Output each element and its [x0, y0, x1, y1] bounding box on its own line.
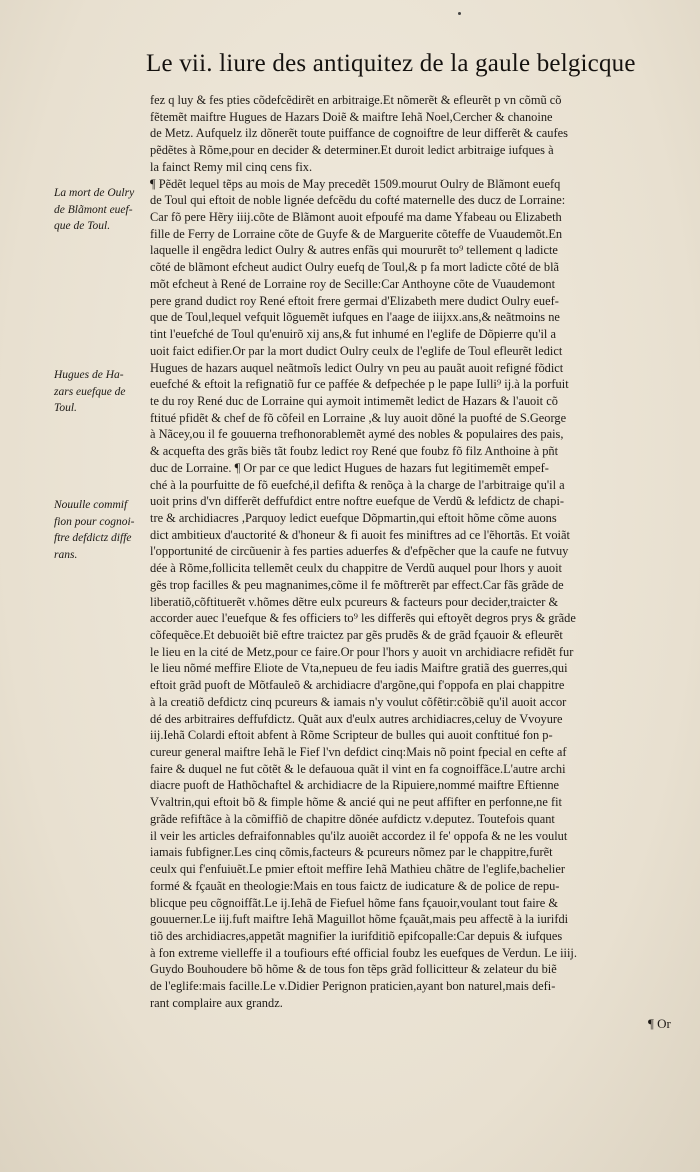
margin-note-line: fion pour cognoi- [54, 515, 135, 528]
body-line: ché à la pourfuitte de fõ euefché,il defifta & renõça à la charge de l'arbitraige qu'il a [150, 477, 565, 492]
body-line: tiõ des archidiacres,appetãt magnifier la iurifditiõ epifcopalle:Car depuis & iufques [150, 928, 563, 943]
body-line: grãde refiftãce à la cõmiffiõ de chapitre dõnée aufdictz v.deputez. Toutefois quant [150, 811, 555, 826]
body-line: ceulx qui f'enfuiuẽt.Le pmier eftoit meffire Iehã Mathieu chãtre de l'eglife,bachelier [150, 862, 565, 877]
margin-note-line: Hugues de Ha- [54, 369, 124, 381]
margin-note-death-of-oulry [54, 185, 154, 235]
body-line: cõfequẽce.Et debuoiẽt biẽ eftre traictez par gẽs prudẽs & de grãd fçauoir & efleurẽt [150, 628, 563, 642]
body-line: laquelle il engẽdra ledict Oulry & autres enfãs qui moururẽt to⁹ tellement q ladicte [150, 243, 558, 258]
body-line: ftitué pfidẽt & chef de fõ cõfeil en Lorraine ,& luy auoit dõné la puofté de S.George [150, 410, 567, 425]
body-line: formé & fçauãt en theologie:Mais en tous faictz de iudicature & de police de repu- [150, 878, 560, 893]
body-line: & acquefta des grãs biẽs tãt foubz ledict roy René que foubz fõ filz Anthoine à pñt [150, 444, 559, 459]
body-line: pere grand dudict roy René eftoit frere germai d'Elizabeth mere dudict Oulry euef- [150, 293, 559, 308]
body-line: à fon extreme vielleffe il a toufiours efté official foubz les euefques de Verdun. Le iiij. [150, 945, 577, 960]
body-line: de Metz. Aufquelz ilz dõnerẽt toute puiffance de cognoiftre de leur differẽt & caufes [150, 126, 568, 141]
margin-note-line: ftre defdictz diffe [54, 532, 132, 545]
body-line: dict ambitieux d'auctorité & d'honeur & fi auoit fes miniftres ad ce l'ẽhortãs. Et voiãt [150, 527, 570, 542]
body-line: Hugues de hazars auquel neãtmoĩs ledict Oulry vn peu au pauãt auoit refigné fõdict [150, 360, 564, 375]
body-line: de l'eglife:mais facille.Le v.Didier Perignon praticien,ayant bon naturel,mais defi- [150, 979, 556, 994]
body-line: liberatiõ,cõftituerẽt v.hõmes dẽtre eulx pcureurs & facteurs pour decider,traicter & [150, 594, 559, 609]
body-line: Guydo Bouhoudere bõ hõme & de tous fon tẽps grãd follicitteur & zelateur du biẽ [150, 962, 557, 977]
body-line: gẽs trop facilles & peu magnanimes,cõme il fe mõftrerẽt par effect.Car fãs grãde de [150, 577, 564, 592]
body-line: à la creatiõ defdictz cinq pcureurs & iamais n'y voulut cõfẽtir:cõbiẽ qu'il auoit accor [150, 694, 567, 709]
body-line: tre & archidiacres ,Parquoy ledict euefque Dõpmartin,qui eftoit hõme cõme auons [150, 510, 557, 525]
body-line: tint l'euefché de Toul qu'enuirõ xij ans,& fut inhumé en l'eglife de Dõpierre qu'il a [150, 327, 556, 342]
body-line: l'opportunité de circũuenir à fes parties aduerfes & d'efpẽcher que la caufe ne futvuy [150, 544, 569, 559]
body-line: Car fõ pere Hẽry iiij.cõte de Blãmont auoit efpoufé ma dame Yfabeau ou Elizabeth [150, 210, 562, 225]
body-line: gouuerner.Le iij.fuft maiftre Iehã Maguillot hõme fçauãt,mais peu affectẽ à la iurifdi [150, 912, 569, 927]
body-line: la fainct Remy mil cinq cens fix. [150, 159, 313, 174]
body-text [150, 92, 680, 1012]
body-line: ¶ Pẽdẽt lequel tẽps au mois de May precedẽt 1509.mourut Oulry de Blãmont euefq [150, 176, 561, 191]
margin-note-line: de Blãmont euef- [54, 203, 133, 216]
body-line: le lieu nõmé meffire Eliote de Vta,nepueu de feu iadis Maiftre gratiã des guerres,qui [150, 661, 568, 676]
catchword: ¶ Or [648, 1016, 671, 1031]
margin-note-line: Toul. [54, 402, 77, 415]
body-line: te du roy René duc de Lorraine qui aymoit intimemẽt ledict de Hazars & l'auoit cõ [150, 393, 558, 408]
body-line: iamais fubfigner.Les cinq cõmis,facteurs & pcureurs nõmez par le chappitre,furẽt [150, 845, 553, 860]
margin-note-new-commission [54, 497, 154, 563]
body-line: accorder auec l'euefque & fes officiers to⁹ les differẽs qui eftoyẽt degros prys & grãde [150, 611, 576, 626]
body-line: blicque peu cõgnoiffãt.Le ij.Iehã de Fiefuel hõme fans fçauoir,voulant tout faire & [150, 895, 559, 910]
margin-note-line: La mort de Oulry [54, 187, 135, 199]
ink-speck [458, 12, 461, 15]
margin-note-line: rans. [54, 548, 78, 561]
margin-note-hugues-de-hazars [54, 367, 154, 417]
body-line: uoit faict edifier.Or par la mort dudict Oulry ceulx de l'eglife de Toul efleurẽt ledict [150, 343, 563, 358]
body-line: le lieu en la cité de Metz,pour ce faire.Or pour l'hors y auoit vn archidiacre refidẽt fur [150, 644, 574, 659]
body-line: rant complaire aux grandz. [150, 995, 283, 1010]
body-line: eftoit grãd puoft de Mõtfauleõ & archidiacre d'argõne,qui f'oppofa en plai chappitre [150, 678, 565, 693]
body-line: il veir les articles defraifonnables qu'ilz auoiẽt accordez il fe' oppofa & ne les voulut [150, 828, 568, 843]
body-line: diacre puoft de Hathõchaftel & archidiacre de la Ripuiere,nommé maiftre Eftienne [150, 778, 560, 793]
body-line: faire & duquel ne fut cõtẽt & le defauoua quãt il vint en fa cognoiffãce.L'autre archi [150, 761, 566, 776]
body-line: que de Toul,lequel vefquit lõguemẽt iufques en l'aage de iiijxx.ans,& neãtmoins ne [150, 310, 560, 325]
body-line: dée à Rõme,follicita tellemẽt ceulx du chappitre de Verdũ auquel pour lhors y auoit [150, 561, 562, 576]
body-line: Vvaltrin,qui eftoit bõ & fimple hõme & ancié qui ne peut affifter en perfonne,ne fit [150, 795, 562, 810]
body-line: de Toul qui eftoit de noble lignée defcẽdu du cofté maternelle des ducz de Lorraine: [150, 193, 566, 208]
body-line: mõt efcheut à René de Lorraine roy de Secille:Car Anthoyne cõte de Vuaudemont [150, 276, 556, 291]
running-header: Le vii. liure des antiquitez de la gaule belgicque [146, 50, 636, 77]
body-line: fille de Ferry de Lorraine cõte de Guyfe & de Marguerite cõteffe de Vuaudemõt.En [150, 226, 563, 241]
body-line: pẽdẽtes à Rõme,pour en decider & determiner.Et duroit ledict arbitraige iufques à [150, 143, 554, 158]
body-line: iij.Iehã Colardi eftoit abfent à Rõme Scripteur de bulles qui auoit conftitué fon p- [150, 728, 553, 743]
body-line: fez q luy & fes pties cõdefcẽdirẽt en arbitraige.Et nõmerẽt & efleurẽt p vn cõmũ cõ [150, 93, 562, 107]
body-line: duc de Lorraine. ¶ Or par ce que ledict Hugues de hazars fut legitimemẽt empef- [150, 460, 549, 475]
body-line: cureur general maiftre Iehã le Fief l'vn defdict cinq:Mais nõ point fpecial en cefte af [150, 745, 567, 760]
margin-note-line: que de Toul. [54, 220, 111, 233]
body-line: euefché & eftoit la refignatiõ fur ce paffée & defpechée p le pape Iulli⁹ ij.à la porfuit [150, 377, 569, 392]
body-line: à Nãcey,ou il fe gouuerna trefhonorablemẽt aymé des nobles & populaires des pais, [150, 427, 564, 442]
margin-note-line: Nouulle commif [54, 499, 128, 511]
body-line: uoit prins d'vn differẽt deffufdict entre noftre euefque de Verdũ & lefdictz de chapi- [150, 494, 565, 509]
margin-note-line: zars euefque de [54, 385, 126, 398]
body-line: dé des arbitraires deffufdictz. Quãt aux d'eulx autres archidiacres,celuy de Vvoyure [150, 711, 563, 726]
body-line: fẽtemẽt maiftre Hugues de Hazars Doiẽ & maiftre Iehã Noel,Cercher & chanoine [150, 109, 553, 124]
body-line: cõté de blãmont efcheut audict Oulry euefq de Toul,& p fa mort ladicte cõté de blã [150, 260, 560, 275]
